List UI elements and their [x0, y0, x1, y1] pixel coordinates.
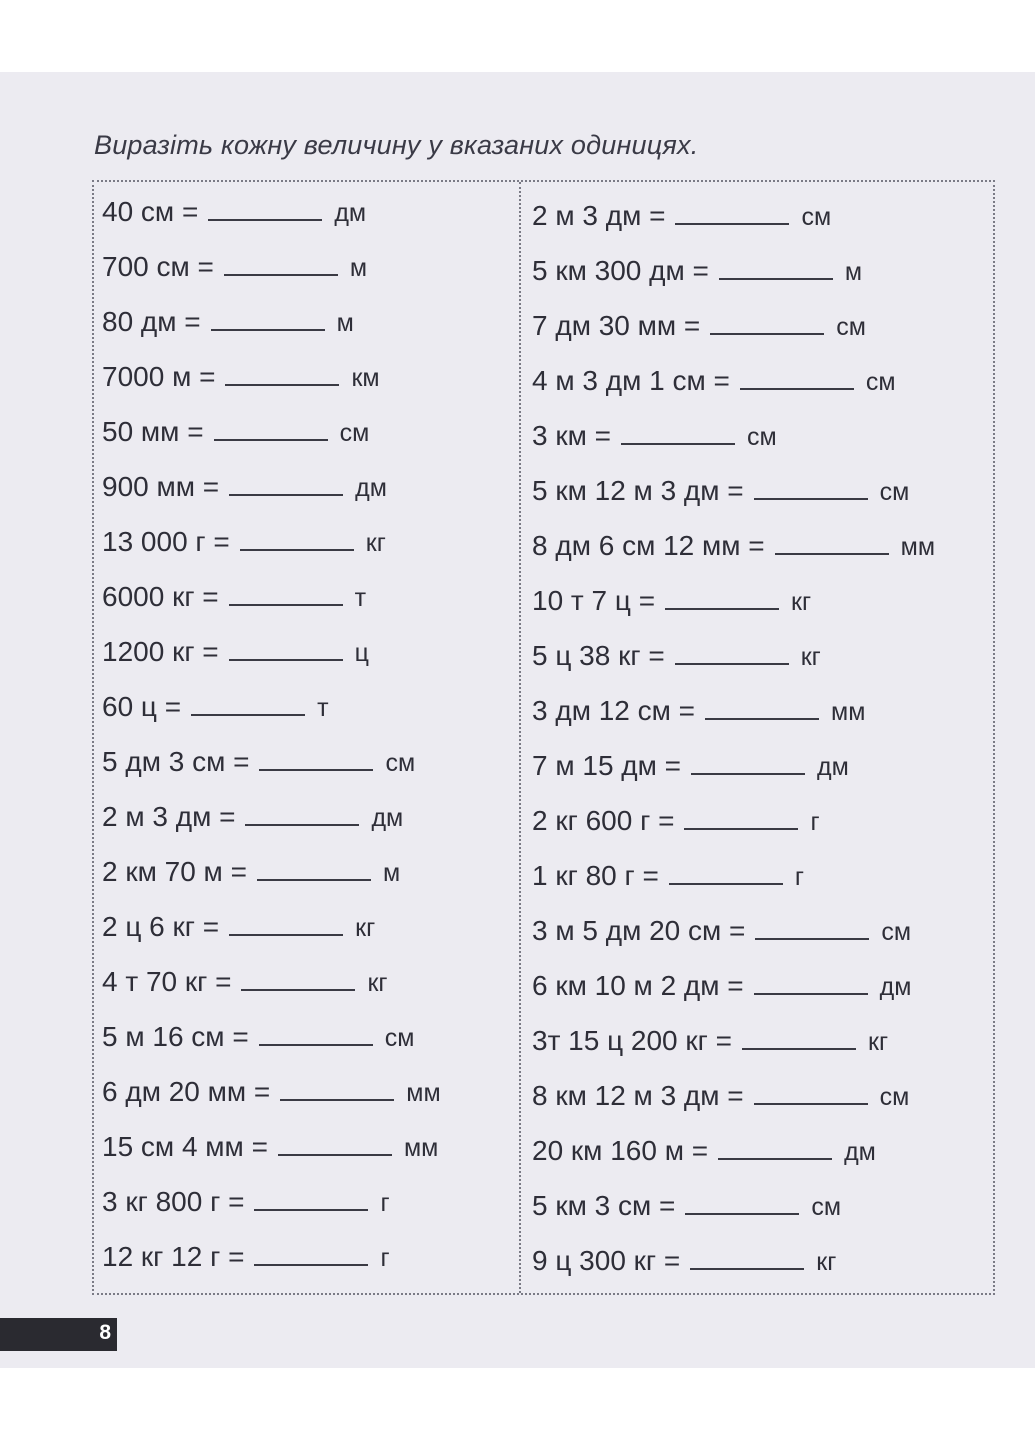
exercise-expression: 4 м 3 дм 1 см =: [532, 365, 730, 396]
target-unit: кг: [868, 1028, 889, 1056]
exercise-expression: 5 м 16 см =: [102, 1021, 249, 1052]
exercise-expression: 6000 кг =: [102, 581, 219, 612]
answer-blank[interactable]: [229, 584, 343, 606]
exercise-row: [532, 1190, 841, 1222]
answer-blank[interactable]: [214, 419, 328, 441]
answer-blank[interactable]: [259, 1024, 373, 1046]
target-unit: кг: [800, 643, 821, 671]
exercise-expression: 7000 м =: [102, 361, 216, 392]
page-number-tab: [0, 1318, 117, 1351]
exercise-expression: 9 ц 300 кг =: [532, 1245, 681, 1276]
target-unit: г: [380, 1189, 390, 1217]
answer-blank[interactable]: [718, 1138, 832, 1160]
answer-blank[interactable]: [621, 423, 735, 445]
target-unit: г: [810, 808, 820, 836]
target-unit: кг: [816, 1248, 837, 1276]
exercise-row: [102, 251, 367, 283]
exercise-row: [102, 746, 415, 778]
target-unit: т: [354, 584, 367, 612]
answer-blank[interactable]: [229, 639, 343, 661]
target-unit: м: [349, 254, 368, 282]
answer-blank[interactable]: [719, 258, 833, 280]
exercise-expression: 3 км =: [532, 420, 611, 451]
answer-blank[interactable]: [240, 529, 354, 551]
target-unit: км: [351, 364, 380, 392]
exercise-row: [532, 860, 804, 892]
exercise-row: [102, 911, 375, 943]
exercise-expression: 5 км 3 см =: [532, 1190, 676, 1221]
target-unit: ц: [354, 639, 369, 667]
exercise-row: [102, 581, 366, 613]
target-unit: кг: [791, 588, 812, 616]
target-unit: мм: [406, 1079, 441, 1107]
answer-blank[interactable]: [225, 364, 339, 386]
exercise-expression: 3 дм 12 см =: [532, 695, 696, 726]
exercise-row: [102, 691, 329, 723]
exercise-expression: 20 км 160 м =: [532, 1135, 709, 1166]
exercise-row: [102, 1021, 414, 1053]
exercise-expression: 2 м 3 дм =: [102, 801, 236, 832]
answer-blank[interactable]: [754, 1083, 868, 1105]
exercise-expression: 5 ц 38 кг =: [532, 640, 665, 671]
answer-blank[interactable]: [665, 588, 779, 610]
exercise-row: [102, 526, 386, 558]
exercise-expression: 60 ц =: [102, 691, 182, 722]
exercise-row: [532, 1080, 909, 1112]
column-divider: [519, 182, 521, 1293]
exercise-expression: 40 см =: [102, 196, 199, 227]
exercise-row: [102, 471, 387, 503]
target-unit: мм: [900, 533, 936, 561]
target-unit: мм: [831, 698, 866, 726]
target-unit: см: [385, 749, 416, 777]
exercise-expression: 5 км 300 дм =: [532, 255, 709, 286]
answer-blank[interactable]: [245, 804, 359, 826]
exercise-expression: 80 дм =: [102, 306, 201, 337]
answer-blank[interactable]: [211, 309, 325, 331]
target-unit: дм: [879, 973, 912, 1001]
exercise-expression: 700 см =: [102, 251, 214, 282]
exercise-row: [102, 306, 354, 338]
exercise-frame: [92, 180, 995, 1295]
answer-blank[interactable]: [690, 1248, 804, 1270]
answer-blank[interactable]: [280, 1079, 394, 1101]
target-unit: см: [339, 419, 370, 447]
exercise-row: [532, 310, 866, 342]
exercise-row: [532, 750, 849, 782]
target-unit: м: [844, 258, 863, 286]
exercise-expression: 7 м 15 дм =: [532, 750, 682, 781]
exercise-expression: 8 дм 6 см 12 мм =: [532, 530, 765, 561]
answer-blank[interactable]: [208, 199, 322, 221]
answer-blank[interactable]: [691, 753, 805, 775]
exercise-row: [102, 416, 369, 448]
target-unit: дм: [355, 474, 387, 502]
exercise-expression: 2 кг 600 г =: [532, 805, 675, 836]
target-unit: см: [811, 1193, 842, 1221]
target-unit: г: [794, 863, 804, 891]
exercise-row: [532, 475, 909, 507]
worksheet-page: [0, 72, 1035, 1368]
exercise-row: [532, 365, 896, 397]
instruction-text: Виразіть кожну величину у вказаних одиницях.: [94, 130, 699, 160]
exercise-row: [532, 915, 911, 947]
target-unit: см: [801, 203, 832, 231]
answer-blank[interactable]: [191, 694, 305, 716]
exercise-row: [102, 801, 403, 833]
exercise-expression: 8 км 12 м 3 дм =: [532, 1080, 744, 1111]
exercise-row: [102, 196, 366, 228]
target-unit: см: [865, 368, 896, 396]
exercise-expression: 6 км 10 м 2 дм =: [532, 970, 744, 1001]
exercise-row: [102, 856, 400, 888]
answer-blank[interactable]: [754, 478, 868, 500]
answer-blank[interactable]: [754, 973, 868, 995]
exercise-expression: 3 кг 800 г =: [102, 1186, 245, 1217]
exercise-row: [102, 636, 369, 668]
exercise-row: [532, 640, 821, 672]
answer-blank[interactable]: [257, 859, 371, 881]
answer-blank[interactable]: [229, 474, 343, 496]
exercise-expression: 1200 кг =: [102, 636, 219, 667]
exercise-row: [532, 1135, 876, 1167]
exercise-row: [532, 805, 820, 837]
exercise-expression: 2 ц 6 кг =: [102, 911, 220, 942]
exercise-row: [102, 1076, 441, 1108]
exercise-row: [102, 1186, 390, 1218]
exercise-expression: 12 кг 12 г =: [102, 1241, 245, 1272]
answer-blank[interactable]: [684, 808, 798, 830]
exercise-row: [102, 1241, 390, 1273]
exercise-row: [532, 200, 831, 232]
answer-blank[interactable]: [254, 1244, 368, 1266]
exercise-row: [102, 1131, 438, 1163]
exercise-expression: 13 000 г =: [102, 526, 230, 557]
target-unit: см: [836, 313, 866, 341]
exercise-expression: 7 дм 30 мм =: [532, 310, 701, 341]
answer-blank[interactable]: [740, 368, 854, 390]
exercise-expression: 4 т 70 кг =: [102, 966, 232, 997]
exercise-expression: 15 см 4 мм =: [102, 1131, 268, 1162]
answer-blank[interactable]: [675, 643, 789, 665]
exercise-expression: 5 дм 3 см =: [102, 746, 250, 777]
exercise-expression: 5 км 12 м 3 дм =: [532, 475, 744, 506]
answer-blank[interactable]: [742, 1028, 856, 1050]
exercise-expression: 1 кг 80 г =: [532, 860, 659, 891]
exercise-expression: 2 км 70 м =: [102, 856, 247, 887]
exercise-expression: 3 м 5 дм 20 см =: [532, 915, 746, 946]
target-unit: м: [336, 309, 354, 337]
exercise-expression: 6 дм 20 мм =: [102, 1076, 271, 1107]
target-unit: м: [382, 859, 401, 887]
target-unit: дм: [817, 753, 849, 781]
answer-blank[interactable]: [685, 1193, 799, 1215]
target-unit: см: [384, 1024, 415, 1052]
answer-blank[interactable]: [755, 918, 869, 940]
exercise-row: [532, 530, 935, 562]
target-unit: см: [746, 423, 777, 451]
exercise-row: [532, 1025, 888, 1057]
answer-blank[interactable]: [259, 749, 373, 771]
answer-blank[interactable]: [710, 313, 824, 335]
exercise-expression: 50 мм =: [102, 416, 204, 447]
answer-blank[interactable]: [775, 533, 889, 555]
exercise-expression: 2 м 3 дм =: [532, 200, 666, 231]
answer-blank[interactable]: [705, 698, 819, 720]
answer-blank[interactable]: [229, 914, 343, 936]
exercise-row: [532, 1245, 836, 1277]
target-unit: см: [879, 478, 910, 506]
exercise-row: [532, 420, 777, 452]
exercise-expression: 3т 15 ц 200 кг =: [532, 1025, 733, 1056]
exercise-row: [532, 585, 811, 617]
answer-blank[interactable]: [669, 863, 783, 885]
answer-blank[interactable]: [278, 1134, 392, 1156]
exercise-row: [102, 361, 380, 393]
target-unit: см: [879, 1083, 910, 1111]
target-unit: т: [317, 694, 329, 722]
exercise-row: [532, 695, 865, 727]
target-unit: кг: [365, 529, 386, 557]
target-unit: кг: [355, 914, 376, 942]
answer-blank[interactable]: [254, 1189, 368, 1211]
exercise-row: [102, 966, 388, 998]
exercise-row: [532, 970, 911, 1002]
target-unit: см: [881, 918, 912, 946]
target-unit: г: [380, 1244, 390, 1272]
exercise-expression: 900 мм =: [102, 471, 220, 502]
exercise-row: [532, 255, 862, 287]
answer-blank[interactable]: [224, 254, 338, 276]
target-unit: мм: [403, 1134, 439, 1162]
answer-blank[interactable]: [241, 969, 355, 991]
exercise-expression: 10 т 7 ц =: [532, 585, 656, 616]
target-unit: дм: [334, 199, 367, 227]
target-unit: кг: [367, 969, 388, 997]
page-number: 8: [99, 1321, 111, 1344]
answer-blank[interactable]: [675, 203, 789, 225]
target-unit: дм: [371, 804, 404, 832]
target-unit: дм: [844, 1138, 876, 1166]
